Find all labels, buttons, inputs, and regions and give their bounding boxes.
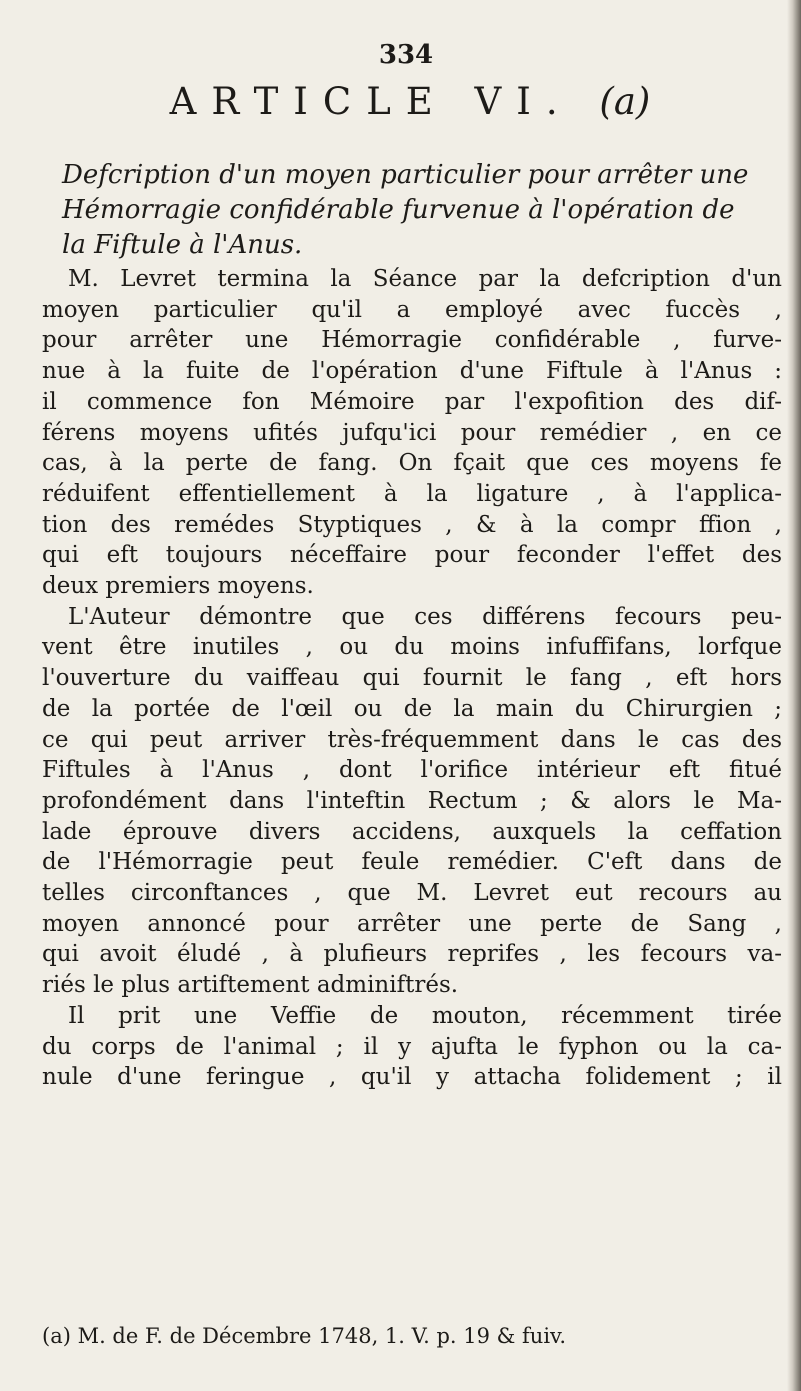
- text-line: nue à la fuite de l'opération d'une Fiftule à l'Anus :: [42, 358, 782, 385]
- article-heading: [150, 80, 670, 123]
- text-line: de l'Hémorragie peut feule remédier. C'eft dans de: [42, 849, 782, 876]
- paragraph-3: [42, 1001, 782, 1093]
- text-line: deux premiers moyens.: [42, 573, 314, 600]
- text-line: cas, à la perte de fang. On fçait que ces moyens fe: [42, 450, 782, 477]
- text-line: du corps de l'animal ; il y ajufta le fyphon ou la ca-: [42, 1033, 782, 1060]
- text-line: ce qui peut arriver très-fréquemment dans le cas des: [42, 726, 782, 753]
- article-subtitle: [62, 158, 774, 263]
- page-number: 334: [378, 40, 434, 70]
- text-line: M. Levret termina la Séance par la defcription d'un: [68, 266, 782, 292]
- page-edge-shadow: [787, 0, 801, 1391]
- text-line: férens moyens ufités jufqu'ici pour remédier , en ce: [42, 419, 782, 446]
- text-line: Fiftules à l'Anus , dont l'orifice intérieur eft fitué: [42, 757, 782, 784]
- subtitle-line: Defcription d'un moyen particulier pour arrêter une: [62, 160, 749, 190]
- text-line: moyen particulier qu'il a employé avec fuccès ,: [42, 296, 782, 323]
- text-line: qui eft toujours néceffaire pour feconder l'effet des: [42, 542, 782, 569]
- paragraph-2: [42, 602, 782, 1001]
- text-line: tion des remédes Styptiques , & à la compr ffion ,: [42, 511, 782, 538]
- text-line: l'ouverture du vaiffeau qui fournit le fang , eft hors: [42, 665, 782, 692]
- text-line: moyen annoncé pour arrêter une perte de Sang ,: [42, 910, 782, 937]
- text-line: riés le plus artiftement adminiftrés.: [42, 972, 459, 999]
- text-line: lade éprouve divers accidens, auxquels la ceffation: [42, 818, 782, 845]
- footnote-reference: (a): [599, 80, 651, 123]
- text-line: de la portée de l'œil ou de la main du Chirurgien ;: [42, 695, 782, 722]
- text-line: réduifent effentiellement à la ligature , à l'applica-: [42, 480, 782, 507]
- footnote: (a) M. de F. de Décembre 1748, 1. V. p. 19 & fuiv.: [42, 1324, 567, 1348]
- text-line: vent être inutiles , ou du moins infuffifans, lorfque: [42, 634, 782, 661]
- subtitle-line: la Fiftule à l'Anus.: [62, 230, 303, 260]
- text-line: telles circonftances , que M. Levret eut recours au: [42, 880, 782, 907]
- article-body: [42, 264, 782, 1093]
- text-line: L'Auteur démontre que ces différens fecours peu-: [68, 603, 782, 630]
- text-line: profondément dans l'inteftin Rectum ; & alors le Ma-: [42, 787, 782, 814]
- article-heading-label: ARTICLE VI.: [169, 80, 573, 123]
- text-line: qui avoit éludé , à plufieurs reprifes , les fecours va-: [42, 941, 782, 968]
- paragraph-1: [42, 264, 782, 602]
- text-line: nule d'une feringue , qu'il y attacha folidement ; il: [42, 1064, 782, 1091]
- subtitle-line: Hémorragie confidérable furvenue à l'opération de: [62, 195, 735, 225]
- text-line: Il prit une Veffie de mouton, récemment tirée: [68, 1002, 782, 1029]
- text-line: pour arrêter une Hémorragie confidérable , furve-: [42, 327, 782, 354]
- text-line: il commence fon Mémoire par l'expofition des dif-: [42, 388, 782, 415]
